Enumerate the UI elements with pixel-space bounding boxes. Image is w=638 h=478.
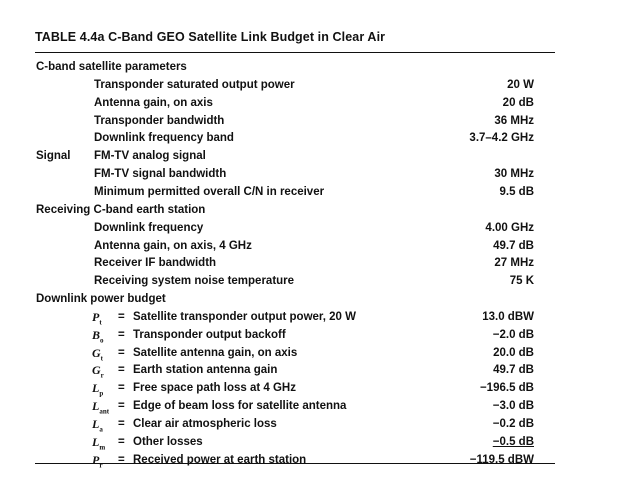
symbol-letter: G bbox=[92, 363, 101, 378]
parameter-value: 36 MHz bbox=[494, 114, 534, 127]
section-heading: C-band satellite parameters bbox=[36, 61, 187, 73]
parameter-value: 4.00 GHz bbox=[485, 221, 534, 234]
equals-sign: = bbox=[118, 453, 125, 466]
parameter-value: 75 K bbox=[509, 275, 534, 288]
parameter-value: 20 dB bbox=[502, 96, 534, 109]
budget-description: Earth station antenna gain bbox=[133, 364, 278, 377]
parameter-value: 20 W bbox=[507, 78, 534, 91]
budget-description: Satellite transponder output power, 20 W bbox=[133, 310, 356, 323]
symbol-subscript: t bbox=[99, 318, 102, 327]
budget-description: Clear air atmospheric loss bbox=[133, 418, 277, 430]
symbol-subscript: p bbox=[99, 389, 104, 398]
symbol-letter: L bbox=[92, 399, 100, 414]
budget-description: Free space path loss at 4 GHz bbox=[133, 382, 296, 395]
table-row bbox=[0, 326, 638, 344]
parameter-value: 30 MHz bbox=[494, 168, 534, 181]
equals-sign: = bbox=[118, 310, 125, 323]
table-row bbox=[0, 415, 638, 433]
symbol-letter: G bbox=[92, 345, 101, 360]
table-row bbox=[0, 94, 638, 112]
budget-description: Satellite antenna gain, on axis bbox=[133, 346, 298, 359]
bottom-rule bbox=[35, 463, 555, 464]
table-row bbox=[0, 58, 638, 76]
parameter-label: Minimum permitted overall C/N in receiver bbox=[94, 185, 325, 198]
section-heading: Downlink power budget bbox=[36, 293, 166, 306]
equals-sign: = bbox=[118, 346, 125, 359]
table-row bbox=[0, 147, 638, 165]
table-row bbox=[0, 361, 638, 379]
parameter-value: −196.5 dB bbox=[479, 382, 534, 395]
budget-description: Received power at earth station bbox=[133, 453, 307, 466]
equals-sign: = bbox=[118, 400, 125, 413]
table-row bbox=[0, 183, 638, 201]
section-heading: Receiving C-band earth station bbox=[36, 203, 206, 216]
table-row bbox=[0, 451, 638, 469]
table-row bbox=[0, 76, 638, 94]
budget-description: Transponder output backoff bbox=[133, 328, 286, 341]
symbol-letter: B bbox=[92, 327, 101, 342]
equals-sign: = bbox=[118, 382, 125, 395]
symbol-letter: P bbox=[92, 452, 100, 467]
parameter-value: −0.5 dB bbox=[492, 435, 534, 448]
table-row bbox=[0, 379, 638, 397]
table-row bbox=[0, 344, 638, 362]
symbol-subscript: r bbox=[100, 371, 104, 380]
table-row bbox=[0, 290, 638, 308]
parameter-label: Transponder saturated output power bbox=[94, 78, 295, 91]
parameter-value: −3.0 dB bbox=[492, 400, 534, 413]
equals-sign: = bbox=[118, 328, 125, 341]
table-row bbox=[0, 308, 638, 326]
table-row bbox=[0, 433, 638, 451]
parameter-value: −2.0 dB bbox=[492, 328, 534, 341]
equals-sign: = bbox=[118, 435, 125, 448]
table-row bbox=[0, 254, 638, 272]
parameter-value: 49.7 dB bbox=[493, 364, 534, 377]
table-row bbox=[0, 272, 638, 290]
table-row bbox=[0, 129, 638, 147]
parameter-label: Transponder bandwidth bbox=[94, 114, 225, 127]
symbol-letter: L bbox=[92, 417, 100, 431]
table-row bbox=[0, 237, 638, 255]
top-rule bbox=[35, 52, 555, 53]
parameter-label: Downlink frequency bbox=[94, 221, 204, 234]
budget-description: Other losses bbox=[133, 435, 203, 448]
parameter-value: 13.0 dBW bbox=[482, 310, 534, 323]
parameter-label: Antenna gain, on axis bbox=[94, 96, 213, 109]
parameter-value: 49.7 dB bbox=[493, 239, 534, 252]
table-caption: TABLE 4.4a C-Band GEO Satellite Link Budget in Clear Air bbox=[35, 30, 386, 44]
parameter-label: Downlink frequency band bbox=[94, 132, 234, 145]
parameter-value: −119.5 dBW bbox=[469, 453, 534, 466]
parameter-value: 27 MHz bbox=[494, 257, 534, 270]
symbol-subscript: ant bbox=[99, 407, 110, 416]
table-row bbox=[0, 201, 638, 219]
parameter-value: 20.0 dB bbox=[493, 346, 534, 359]
symbol-subscript: t bbox=[100, 353, 104, 362]
parameter-label: FM-TV analog signal bbox=[94, 150, 206, 163]
parameter-value: 3.7–4.2 GHz bbox=[469, 132, 534, 145]
budget-description: Edge of beam loss for satellite antenna bbox=[133, 400, 347, 413]
table-row bbox=[0, 219, 638, 237]
symbol-subscript: m bbox=[99, 443, 106, 452]
table-row bbox=[0, 397, 638, 415]
symbol-letter: L bbox=[92, 381, 100, 396]
table-row bbox=[0, 165, 638, 183]
parameter-label: FM-TV signal bandwidth bbox=[94, 168, 227, 181]
symbol-letter: L bbox=[92, 434, 100, 449]
parameter-label: Receiving system noise temperature bbox=[94, 275, 295, 288]
parameter-value: 9.5 dB bbox=[499, 185, 534, 198]
equals-sign: = bbox=[118, 364, 125, 377]
symbol-subscript: a bbox=[99, 425, 103, 434]
symbol-subscript: o bbox=[100, 336, 104, 345]
symbol-letter: P bbox=[92, 309, 100, 324]
parameter-label: Receiver IF bandwidth bbox=[94, 257, 217, 270]
section-heading: Signal bbox=[36, 150, 71, 163]
symbol-subscript: r bbox=[99, 461, 103, 470]
table-row bbox=[0, 112, 638, 130]
parameter-value: −0.2 dB bbox=[492, 418, 534, 430]
equals-sign: = bbox=[118, 418, 125, 430]
parameter-label: Antenna gain, on axis, 4 GHz bbox=[94, 239, 252, 252]
